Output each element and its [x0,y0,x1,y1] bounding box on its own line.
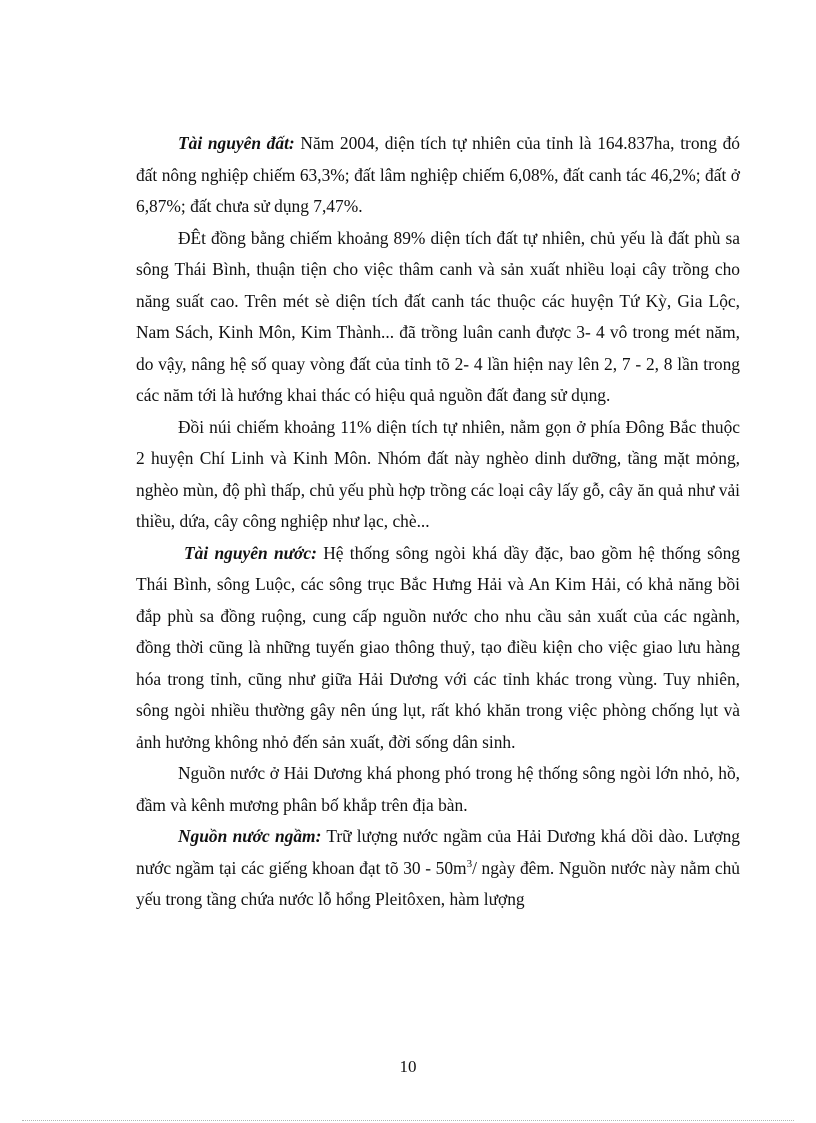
page-number: 10 [399,1057,417,1076]
paragraph-text: Nguồn nước ở Hải Dương khá phong phó trong hệ thống sông ngòi lớn nhỏ, hồ, đầm và kênh mương phân bố khắp trên địa bàn. [136,763,740,815]
paragraph-water-sources [136,758,740,821]
paragraph-text: Trữ lượng nước ngầm của Hải Dương khá dồi dào. Lượng nước ngầm tại các giếng khoan đạt tõ 30 - 50m [136,826,740,878]
paragraph-hill-land [136,412,740,538]
paragraph-water-resources [136,538,740,759]
paragraph-text: Đồi núi chiếm khoảng 11% diện tích tự nhiên, nằm gọn ở phía Đông Bắc thuộc 2 huyện Chí Linh và Kinh Môn. Nhóm đất này nghèo dinh dưỡng, tầng mặt mỏng, nghèo mùn, độ phì thấp, chủ yếu phù hợp trồng các loại cây lấy gỗ, cây ăn quả như vải thiều, dứa, cây công nghiệp như lạc, chè... [136,416,740,531]
footer-divider [22,1120,794,1121]
paragraph-text: Năm 2004, diện tích tự nhiên của tỉnh là 164.837ha, trong đó đất nông nghiệp chiếm 63,3%; đất lâm nghiệp chiếm 6,08%, đất canh tác 46,2%; đất ở 6,87%; đất chưa sử dụng 7,47%. [136,133,740,216]
paragraph-land-resources [136,128,740,223]
heading-land-resources: Tài nguyên đất: [178,133,295,153]
heading-water-resources: Tài nguyên nước: [184,542,317,563]
paragraph-groundwater [136,821,740,916]
paragraph-text: Hệ thống sông ngòi khá dầy đặc, bao gồm hệ thống sông Thái Bình, sông Luộc, các sông trục Bắc Hưng Hải và An Kim Hải, có khả năng bồi đắp phù sa đồng ruộng, cung cấp nguồn nước cho nhu cầu sản xuất của các ngành, đồng thời cũng là những tuyến giao thông thuỷ, tạo điều kiện cho việc giao lưu hàng hóa trong tỉnh, cũng như giữa Hải Dương với các tỉnh khác trong vùng. Tuy nhiên, sông ngòi nhiều thường gây nên úng lụt, rất khó khăn trong việc phòng chống lụt và ảnh hưởng không nhỏ đến sản xuất, đời sống dân sinh. [136,542,740,752]
body-text [136,128,740,916]
paragraph-delta-land [136,223,740,412]
superscript: 3 [466,857,473,870]
paragraph-text: ĐÊt đồng bằng chiếm khoảng 89% diện tích đất tự nhiên, chủ yếu là đất phù sa sông Thái Bình, thuận tiện cho việc thâm canh và sản xuất nhiều loại cây trồng cho năng suất cao. Trên mét sè diện tích đất canh tác thuộc các huyện Tứ Kỳ, Gia Lộc, Nam Sách, Kinh Môn, Kim Thành... đã trồng luân canh được 3- 4 vô trong mét năm, do vậy, nâng hệ số quay vòng đất của tỉnh tõ 2- 4 lần hiện nay lên 2, 7 - 2, 8 lần trong các năm tới là hướng khai thác có hiệu quả nguồn đất đang sử dụng. [136,227,740,405]
heading-groundwater: Nguồn nước ngầm: [178,826,322,846]
paragraph-text: / ngày đêm. Nguồn nước này nằm chủ yếu trong tầng chứa nước lỗ hổng Pleitôxen, hàm lượng [136,857,740,909]
